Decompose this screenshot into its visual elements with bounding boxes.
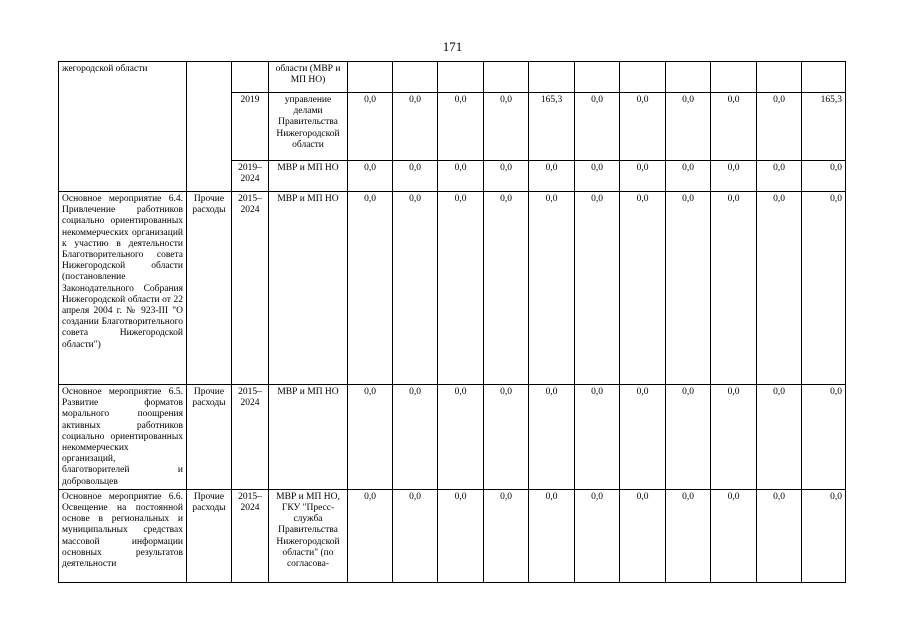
value-cell: 0,0 [757, 93, 802, 161]
value-cell: 0,0 [620, 93, 666, 161]
value-cell: 0,0 [575, 489, 620, 582]
table-row [59, 192, 846, 385]
value-cell: 0,0 [757, 385, 802, 490]
value-cell: 0,0 [757, 489, 802, 582]
table-row [59, 62, 846, 93]
executor-cell: области (МВР и МП НО) [269, 62, 348, 93]
value-cell: 0,0 [484, 93, 529, 161]
value-cell: 0,0 [802, 192, 846, 385]
value-cell [620, 62, 666, 93]
executor-cell: МВР и МП НО [269, 192, 348, 385]
value-cell: 0,0 [348, 93, 393, 161]
value-cell: 0,0 [529, 385, 575, 490]
value-cell: 0,0 [757, 161, 802, 192]
value-cell: 0,0 [484, 489, 529, 582]
value-cell: 0,0 [711, 489, 757, 582]
period-cell [232, 62, 269, 93]
value-cell: 0,0 [438, 489, 484, 582]
value-cell: 0,0 [666, 489, 711, 582]
value-cell: 0,0 [348, 161, 393, 192]
value-cell: 0,0 [711, 93, 757, 161]
value-cell [484, 62, 529, 93]
expense-type-cell: Прочие расходы [187, 385, 232, 490]
value-cell: 0,0 [711, 161, 757, 192]
value-cell [757, 62, 802, 93]
value-cell [348, 62, 393, 93]
period-cell: 2015–2024 [232, 489, 269, 582]
table-row [59, 489, 846, 582]
value-cell: 0,0 [438, 192, 484, 385]
expense-type-cell: Прочие расходы [187, 489, 232, 582]
value-cell: 0,0 [348, 489, 393, 582]
value-cell: 0,0 [666, 161, 711, 192]
measure-name-cell: жегородской области [59, 62, 187, 192]
value-cell: 0,0 [620, 192, 666, 385]
value-cell: 0,0 [802, 161, 846, 192]
expense-type-cell: Прочие расходы [187, 192, 232, 385]
value-cell: 0,0 [575, 93, 620, 161]
value-cell: 0,0 [438, 385, 484, 490]
value-cell: 0,0 [666, 385, 711, 490]
measure-name-cell: Основное мероприятие 6.5. Развитие форматов морального поощрения активных работников социально ориентированных некоммерческих организаций, благотворителей и добровольцев [59, 385, 187, 490]
value-cell: 0,0 [666, 93, 711, 161]
period-cell: 2019–2024 [232, 161, 269, 192]
value-cell: 0,0 [484, 161, 529, 192]
value-cell [575, 62, 620, 93]
value-cell: 165,3 [529, 93, 575, 161]
executor-cell: МВР и МП НО [269, 161, 348, 192]
value-cell: 0,0 [575, 192, 620, 385]
value-cell: 0,0 [529, 192, 575, 385]
period-cell: 2015–2024 [232, 192, 269, 385]
value-cell [666, 62, 711, 93]
value-cell: 0,0 [575, 385, 620, 490]
value-cell: 0,0 [529, 161, 575, 192]
executor-cell: управление делами Правительства Нижегородской области [269, 93, 348, 161]
value-cell: 0,0 [393, 161, 438, 192]
page-number: 171 [442, 39, 463, 54]
value-cell: 0,0 [620, 385, 666, 490]
measure-name-cell: Основное мероприятие 6.4. Привлечение работников социально ориентированных некоммерческих организаций к участию в деятельности Благотворительного совета Нижегородской области (постановление Законодательного Собрания Нижегородской области от 22 апреля 2004 г. № 923-III "О создании Благотворительного совета Нижегородской области") [59, 192, 187, 385]
value-cell [711, 62, 757, 93]
value-cell: 0,0 [393, 385, 438, 490]
period-cell: 2019 [232, 93, 269, 161]
measure-name-cell: Основное мероприятие 6.6. Освещение на постоянной основе в региональных и муниципальных средствах массовой информации основных результатов деятельности [59, 489, 187, 582]
budget-table [58, 61, 846, 583]
value-cell: 0,0 [529, 489, 575, 582]
value-cell [393, 62, 438, 93]
executor-cell: МВР и МП НО, ГКУ "Пресс-служба Правительства Нижегородской области" (по согласова- [269, 489, 348, 582]
value-cell: 0,0 [348, 385, 393, 490]
period-cell: 2015–2024 [232, 385, 269, 490]
value-cell [802, 62, 846, 93]
value-cell: 0,0 [757, 192, 802, 385]
value-cell: 0,0 [802, 385, 846, 490]
value-cell: 165,3 [802, 93, 846, 161]
value-cell: 0,0 [438, 161, 484, 192]
value-cell: 0,0 [393, 489, 438, 582]
value-cell [529, 62, 575, 93]
value-cell: 0,0 [620, 489, 666, 582]
value-cell: 0,0 [666, 192, 711, 385]
value-cell: 0,0 [348, 192, 393, 385]
value-cell: 0,0 [393, 93, 438, 161]
value-cell: 0,0 [711, 192, 757, 385]
expense-type-cell [187, 62, 232, 192]
value-cell: 0,0 [711, 385, 757, 490]
value-cell: 0,0 [438, 93, 484, 161]
value-cell: 0,0 [484, 385, 529, 490]
table-row [59, 385, 846, 490]
value-cell: 0,0 [393, 192, 438, 385]
value-cell: 0,0 [484, 192, 529, 385]
value-cell: 0,0 [802, 489, 846, 582]
value-cell: 0,0 [575, 161, 620, 192]
value-cell [438, 62, 484, 93]
value-cell: 0,0 [620, 161, 666, 192]
executor-cell: МВР и МП НО [269, 385, 348, 490]
